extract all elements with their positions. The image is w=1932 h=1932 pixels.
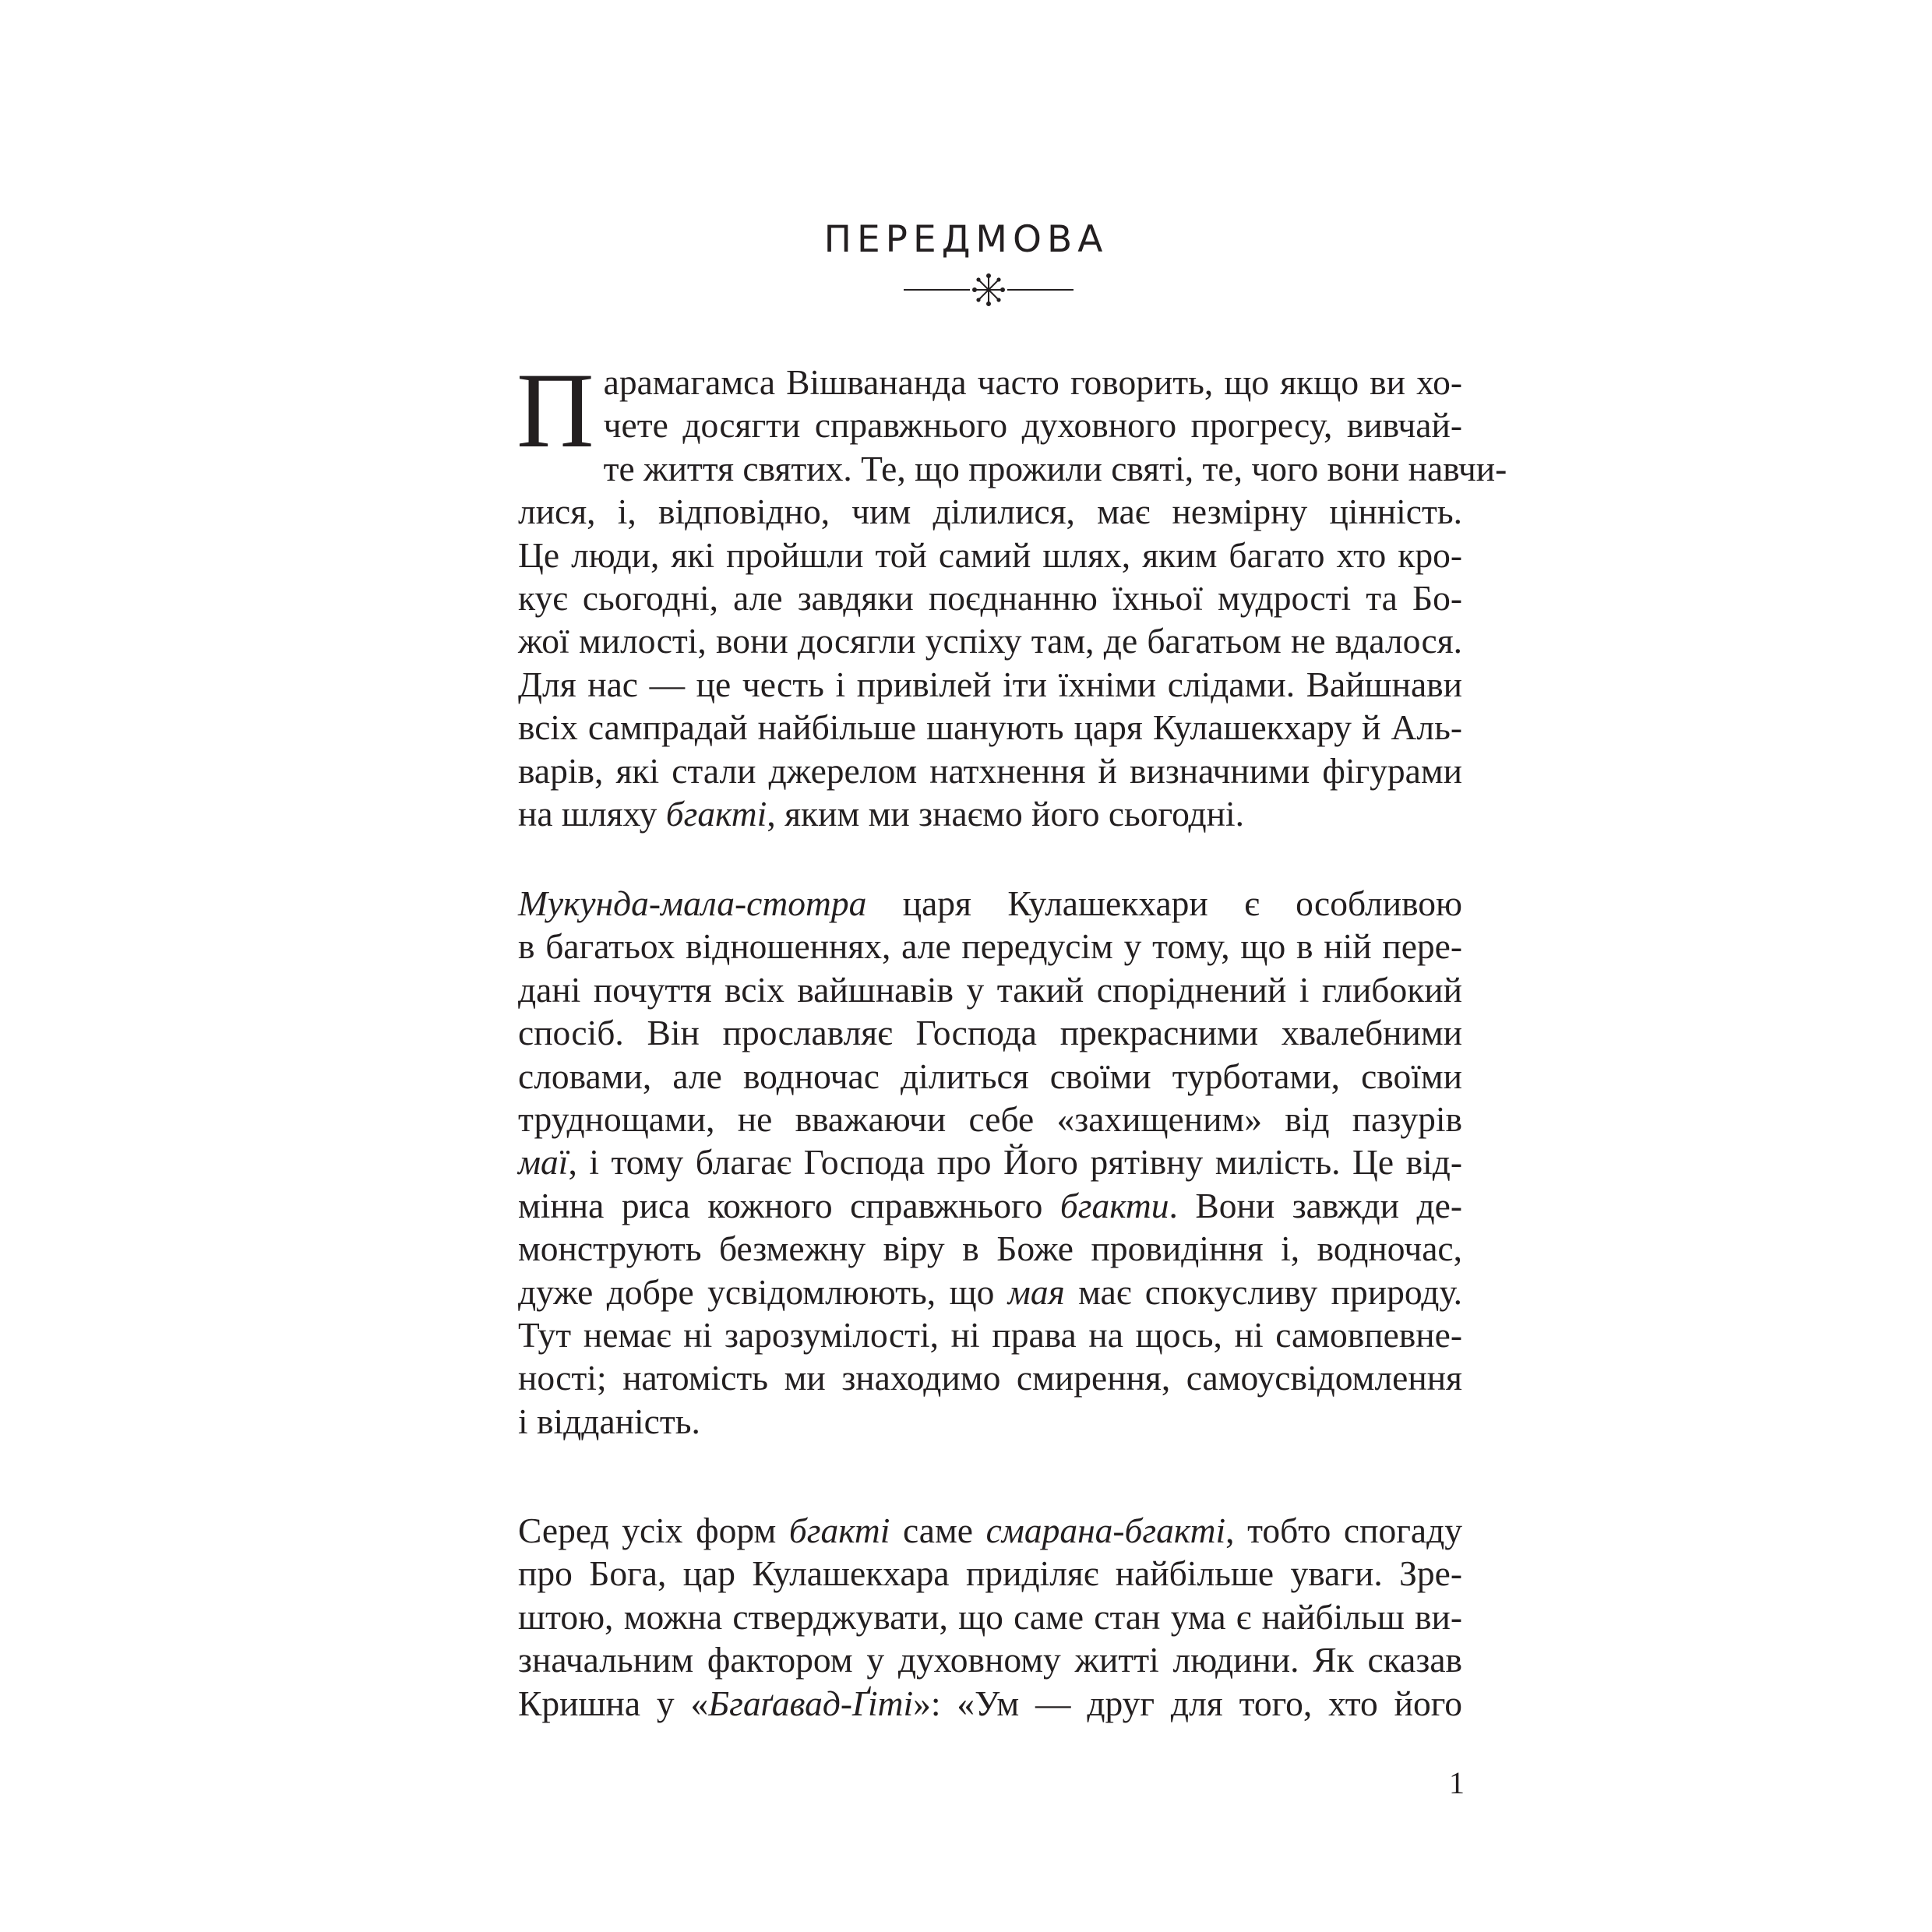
text-line: штою, можна стверджувати, що саме стан ума є найбільш ви-: [518, 1596, 1462, 1637]
text-line: ності; натомість ми знаходимо смирення, самоусвідомлення: [518, 1358, 1462, 1398]
text-line: арамагамса Вішвананда часто говорить, що якщо ви хо-: [603, 362, 1462, 402]
text-line: Серед усіх форм бгакті саме смарана-бгакті, тобто спогаду: [518, 1511, 1462, 1550]
text-line: лися, і, відповідно, чим ділилися, має незмірну цінність.: [518, 492, 1462, 532]
text-line: спосіб. Він прославляє Господа прекрасними хвалебними: [518, 1013, 1462, 1053]
page-number: 1: [1449, 1765, 1465, 1800]
text-line: значальним фактором у духовному житті людини. Як сказав: [518, 1640, 1462, 1680]
paragraph-2: [518, 882, 1462, 1443]
text-line: дані почуття всіх вайшнавів у такий споріднений і глибокий: [518, 969, 1462, 1010]
text-line: варів, які стали джерелом натхнення й визначними фігурами: [518, 750, 1462, 791]
asterism-divider-icon: [904, 273, 1074, 307]
text-line: в багатьох відношеннях, але передусім у тому, що в ній пере-: [518, 926, 1462, 967]
paragraph-3: [518, 1509, 1462, 1725]
text-line: на шляху бгакті, яким ми знаємо його сьогодні.: [518, 794, 1245, 834]
text-line: те життя святих. Те, що прожили святі, те, чого вони навчи-: [603, 448, 1507, 488]
text-line: про Бога, цар Кулашекхара приділяє найбільше уваги. Зре-: [518, 1553, 1462, 1594]
text-line: Тут немає ні зарозумілості, ні права на щось, ні самовпевне-: [518, 1315, 1462, 1356]
text-line: дуже добре усвідомлюють, що мая має спокусливу природу.: [518, 1271, 1463, 1312]
text-line: мінна риса кожного справжнього бгакти. Вони завжди де-: [518, 1185, 1462, 1225]
text-line: Для нас — це честь і привілей іти їхніми слідами. Вайшнави: [518, 664, 1462, 704]
text-line: Кришна у «Бгаґавад-Ґіті»: «Ум — друг для того, хто його: [518, 1683, 1462, 1723]
text-line: і відданість.: [518, 1401, 700, 1441]
text-line: труднощами, не вважаючи себе «захищеним» від пазурів: [518, 1099, 1462, 1140]
text-line: Це люди, які пройшли той самий шлях, яким багато хто кро-: [518, 534, 1462, 575]
text-line: маї, і тому благає Господа про Його рятівну милість. Це від-: [518, 1142, 1462, 1183]
drop-cap: П: [516, 351, 594, 470]
text-line: словами, але водночас ділиться своїми турботами, своїми: [518, 1056, 1462, 1096]
text-line: Мукунда-мала-стотра царя Кулашекхари є особливою: [518, 883, 1462, 923]
text-line: кує сьогодні, але завдяки поєднанню їхньої мудрості та Бо-: [518, 578, 1462, 619]
text-line: всіх сампрадай найбільше шанують царя Кулашекхару й Аль-: [518, 707, 1462, 748]
text-line: жої милості, вони досягли успіху там, де багатьом не вдалося.: [518, 621, 1462, 661]
chapter-heading: ПЕРЕДМОВА: [823, 218, 1109, 261]
text-line: монструють безмежну віру в Боже провидіння і, водночас,: [518, 1229, 1462, 1269]
text-line: чете досягти справжнього духовного прогресу, вивчай-: [603, 405, 1462, 446]
paragraph-1: [516, 351, 1507, 835]
